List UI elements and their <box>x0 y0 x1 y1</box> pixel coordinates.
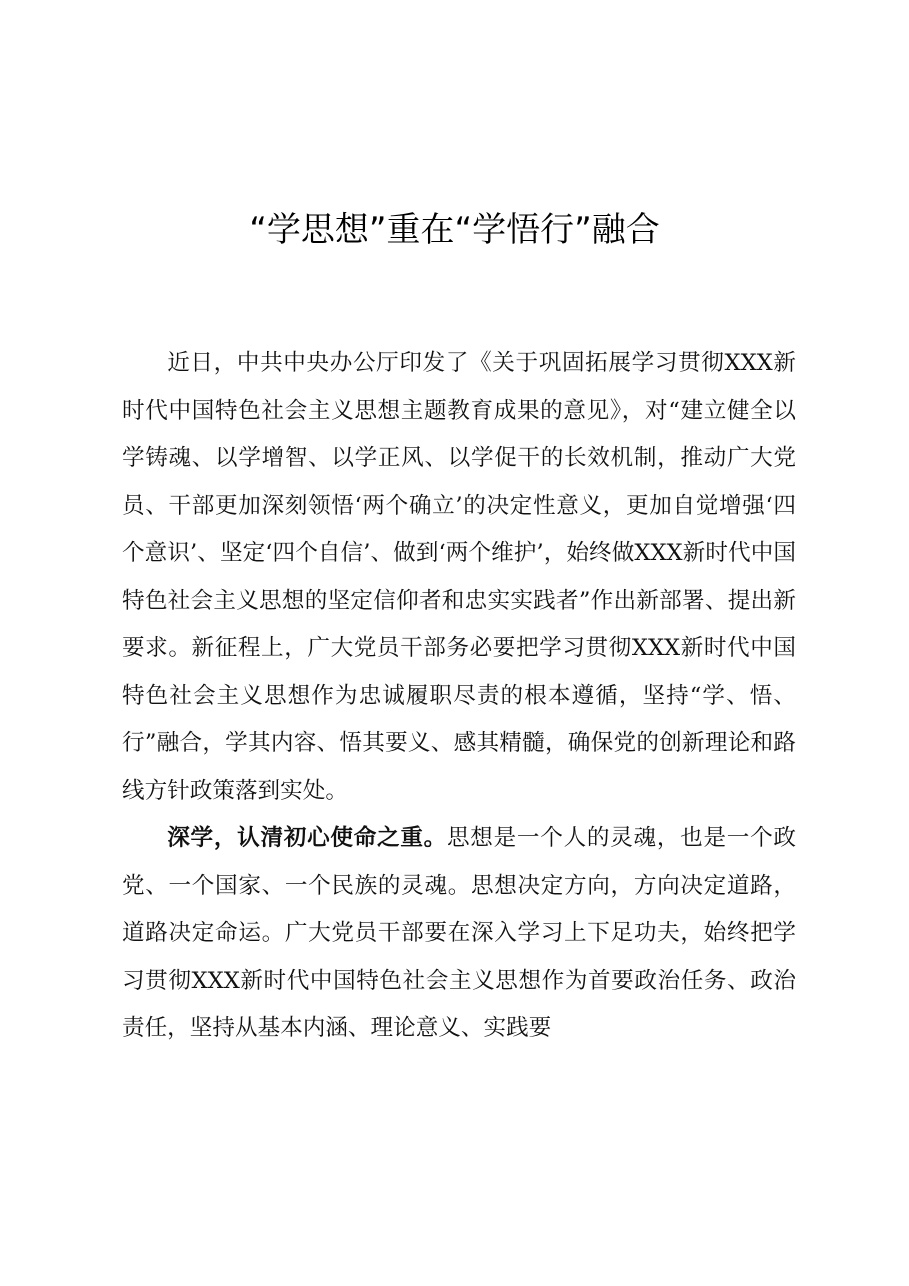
document-body <box>122 340 796 1053</box>
paragraph-intro-text: 近日，中共中央办公厅印发了《关于巩固拓展学习贯彻XXX新时代中国特色社会主义思想主题教育成果的意见》，对“建立健全以学铸魂、以学增智、以学正风、以学促干的长效机制，推动广大党员、干部更加深刻领悟‘两个确立’的决定性意义，更加自觉增强‘四个意识’、坚定‘四个自信’、做到‘两个维护’，始终做XXX新时代中国特色社会主义思想的坚定信仰者和忠实实践者”作出新部署、提出新要求。新征程上，广大党员干部务必要把学习贯彻XXX新时代中国特色社会主义思想作为忠诚履职尽责的根本遵循，坚持“学、悟、行”融合，学其内容、悟其要义、感其精髓，确保党的创新理论和路线方针政策落到实处。 <box>122 350 796 804</box>
paragraph-intro <box>122 340 796 815</box>
paragraph-deep-study <box>122 815 796 1053</box>
paragraph-deep-study-heading: 深学，认清初心使命之重。 <box>167 825 447 851</box>
paragraph-deep-study-text: 思想是一个人的灵魂，也是一个政党、一个国家、一个民族的灵魂。思想决定方向，方向决定道路，道路决定命运。广大党员干部要在深入学习上下足功夫，始终把学习贯彻XXX新时代中国特色社会主义思想作为首要政治任务、政治责任，坚持从基本内涵、理论意义、实践要 <box>122 825 797 1041</box>
page-title: “学思想”重在“学悟行”融合 <box>249 210 660 250</box>
